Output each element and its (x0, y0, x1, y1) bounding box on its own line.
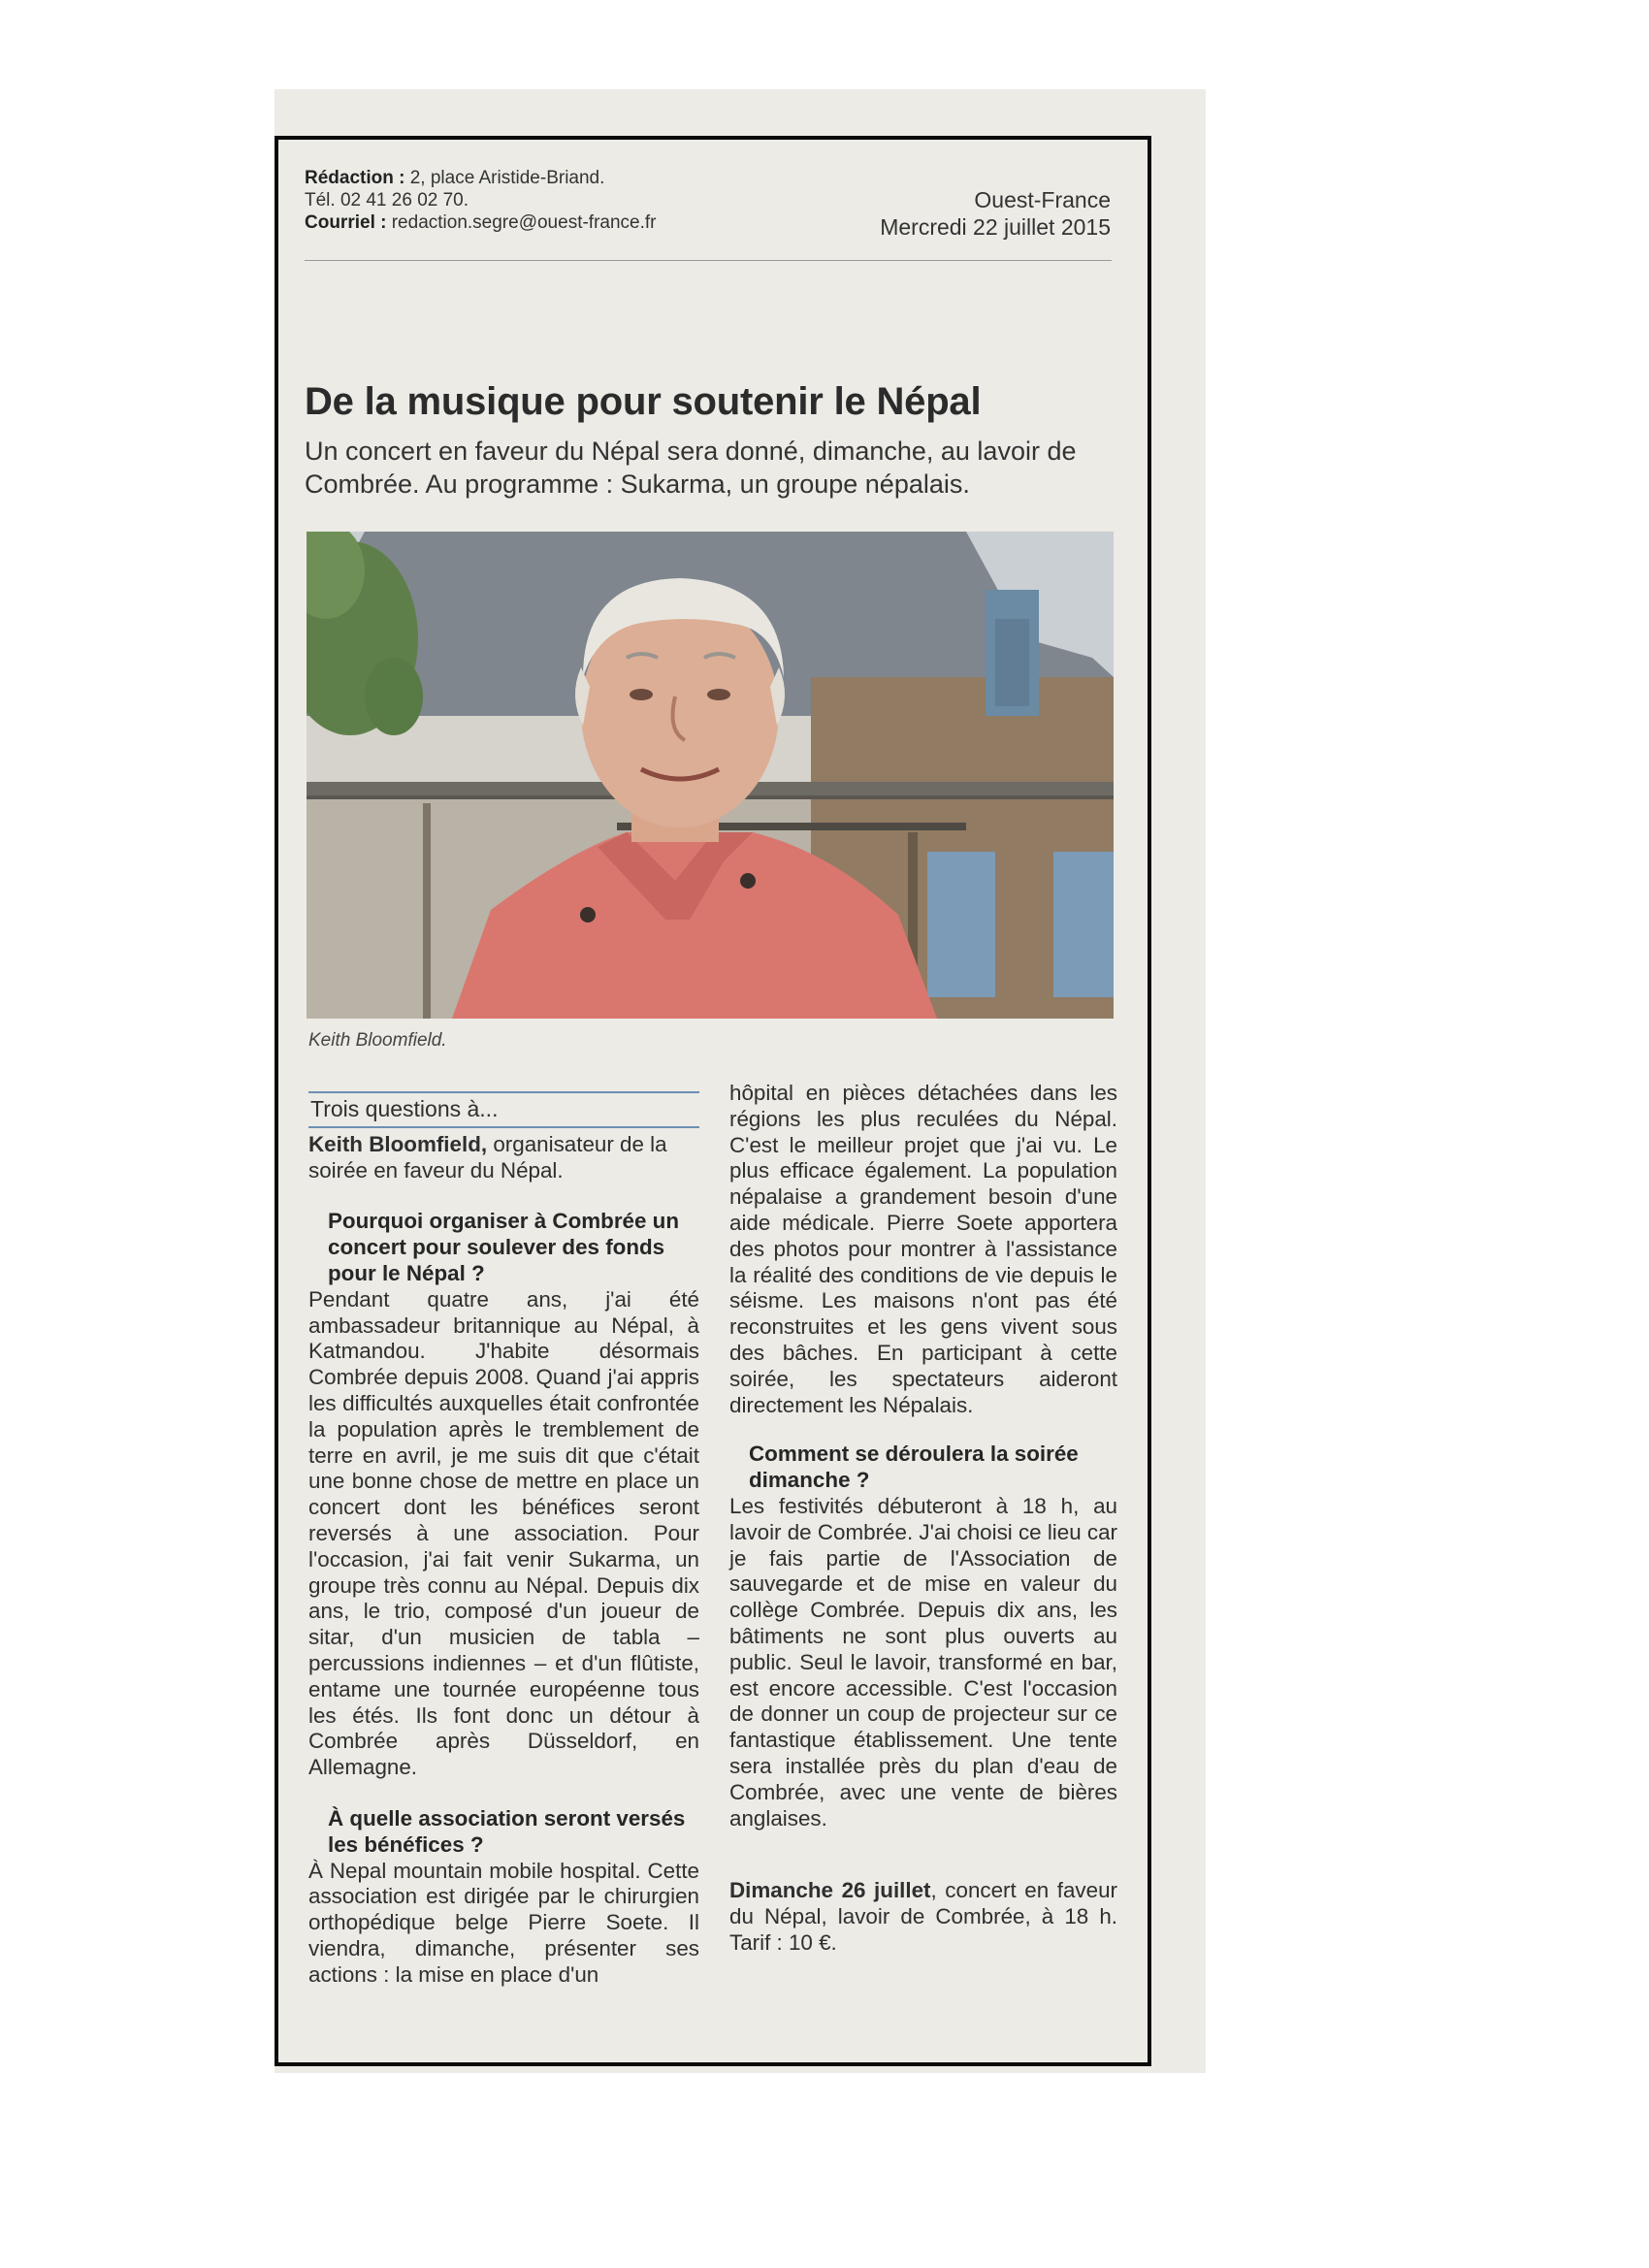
article-lead: Un concert en faveur du Népal sera donné, dimanche, au lavoir de Combrée. Au programme : Sukarma, un groupe népalais. (305, 437, 1077, 499)
interview-intro (308, 1132, 699, 1184)
publication-date: Mercredi 22 juillet 2015 (880, 214, 1111, 240)
phone-number: Tél. 02 41 26 02 70. (305, 190, 469, 211)
redaction-label: Rédaction : (305, 168, 405, 188)
question-3: Comment se déroulera la soirée dimanche ? (749, 1442, 1079, 1493)
answer-2-start: À Nepal mountain mobile hospital. Cette association est dirigée par le chirurgien orthopédique belge Pierre Soete. Il viendra, dimanche, présenter ses actions : la mise en place d'un (308, 1858, 699, 1987)
event-details: , concert en faveur du Népal, lavoir de Combrée, à 18 h. Tarif : 10 €. (729, 1878, 1117, 1955)
question-2: À quelle association seront versés les bénéfices ? (328, 1805, 686, 1857)
interview-kicker: Trois questions à... (308, 1091, 699, 1128)
redaction-address: 2, place Aristide-Briand. (409, 168, 605, 188)
event-info (729, 1878, 1117, 1956)
column-right (729, 1081, 1117, 1957)
email-address: redaction.segre@ouest-france.fr (391, 212, 657, 233)
contact-block (305, 167, 657, 234)
masthead-info (880, 186, 1111, 241)
header-rule (305, 260, 1112, 261)
article-title: De la musique pour soutenir le Népal (305, 380, 982, 423)
event-date: Dimanche 26 juillet (729, 1878, 931, 1903)
newspaper-name: Ouest-France (974, 187, 1111, 212)
answer-1: Pendant quatre ans, j'ai été ambassadeur britannique au Népal, à Katmandou. J'habite désormais Combrée depuis 2008. Quand j'ai appris les difficultés auxquelles était confrontée la population après le tremblement de terre en avril, je me suis dit que c'était une bonne chose de mettre en place un concert dont les bénéfices seront reversés à une association. Pour l'occasion, j'ai fait venir Sukarma, un groupe très connu au Népal. Depuis dix ans, le trio, composé d'un joueur de sitar, d'un musicien de tabla – percussions indiennes – et d'un flûtiste, entame une tournée européenne tous les étés. Ils font donc un détour à Combrée après Düsseldorf, en Allemagne. (308, 1286, 699, 1780)
answer-2-continued: hôpital en pièces détachées dans les régions les plus reculées du Népal. C'est le meilleur projet que j'ai vu. Le plus efficace également. La population népalaise a grandement besoin d'une aide médicale. Pierre Soete apportera des photos pour montrer à l'assistance la réalité des conditions de vie depuis le séisme. Les maisons n'ont pas été reconstruites et les gens vivent sous des bâches. En participant à cette soirée, les spectateurs aideront directement les Népalais. (729, 1081, 1117, 1417)
interviewee-role: organisateur de la soirée en faveur du Népal. (308, 1131, 667, 1183)
column-left (308, 1091, 699, 1989)
portrait-photo (307, 532, 1114, 1019)
interviewee-name: Keith Bloomfield, (308, 1131, 488, 1156)
question-1: Pourquoi organiser à Combrée un concert pour soulever des fonds pour le Népal ? (328, 1209, 680, 1285)
courriel-label: Courriel : (305, 212, 387, 233)
answer-3: Les festivités débuteront à 18 h, au lavoir de Combrée. J'ai choisi ce lieu car je fais partie de l'Association de sauvegarde et de mise en valeur du collège Combrée. Depuis dix ans, les bâtiments ne sont plus ouverts au public. Seul le lavoir, transformé en bar, est encore accessible. C'est l'occasion de donner un coup de projecteur sur ce fantastique établissement. Une tente sera installée près du plan d'eau de Combrée, avec une vente de bières anglaises. (729, 1493, 1118, 1831)
photo-caption: Keith Bloomfield. (308, 1030, 447, 1051)
